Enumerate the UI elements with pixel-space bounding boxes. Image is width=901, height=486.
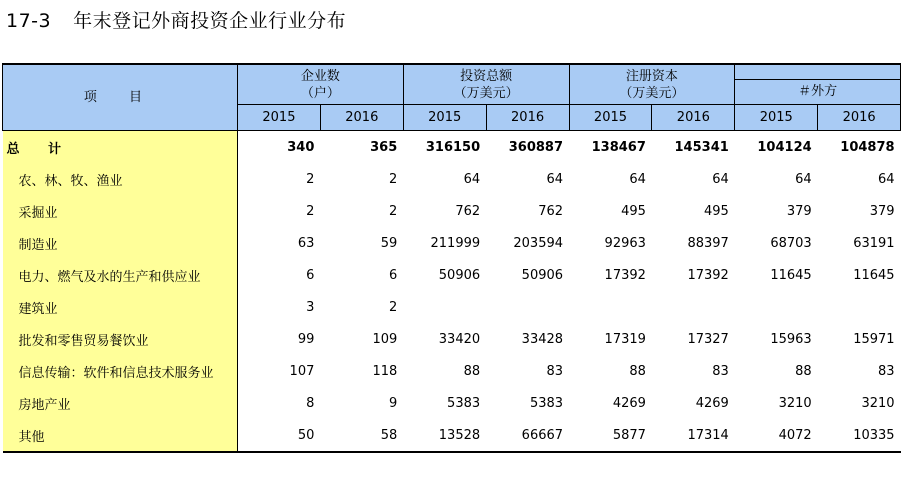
table-cell: 17327 [687, 331, 729, 347]
table-cell: 63191 [853, 235, 895, 251]
table-cell [735, 291, 818, 323]
table-cell: 145341 [674, 139, 729, 155]
table-cell: 17319 [604, 331, 646, 347]
table-cell: 2 [306, 203, 315, 219]
header-year: 2016 [320, 105, 403, 131]
table-cell: 64 [546, 171, 564, 187]
table-row [3, 195, 901, 227]
table-cell: 66667 [486, 419, 569, 452]
table-cell: 59 [380, 235, 398, 251]
table-cell: 5383 [447, 395, 481, 411]
table-cell: 10335 [818, 419, 901, 452]
table-cell: 88397 [687, 235, 729, 251]
header-year: 2015 [403, 105, 486, 131]
header-year: 2015 [569, 105, 652, 131]
table-cell: 4072 [735, 419, 818, 452]
table-cell: 83 [712, 363, 729, 379]
header-registered-capital [569, 64, 735, 105]
table-cell: 17314 [652, 419, 735, 452]
table-cell: 6 [306, 267, 315, 283]
table-cell: 13528 [403, 419, 486, 452]
table-row [3, 419, 901, 452]
row-label: 电力、燃气及水的生产和供应业 [3, 259, 238, 291]
table-cell: 5383 [529, 395, 564, 411]
table-cell: 104124 [757, 139, 812, 155]
table-cell: 3210 [861, 395, 895, 411]
table-row [3, 355, 901, 387]
header-enterprises-unit: （户） [300, 85, 340, 101]
table-cell [569, 291, 652, 323]
table-cell: 107 [289, 363, 315, 379]
table-cell: 64 [712, 171, 729, 187]
table-cell: 2 [388, 203, 398, 219]
table-cell: 762 [455, 203, 481, 219]
table-row [3, 387, 901, 419]
table-cell: 11645 [853, 267, 895, 283]
table-cell: 3 [306, 299, 315, 315]
table-cell: 17392 [687, 267, 729, 283]
table-cell: 4269 [695, 395, 729, 411]
table-cell: 88 [795, 363, 812, 379]
table-cell: 11645 [770, 267, 812, 283]
table-cell [403, 291, 486, 323]
table-cell: 211999 [430, 235, 481, 251]
table-cell: 203594 [513, 235, 564, 251]
table-cell [818, 291, 901, 323]
table-cell [652, 291, 735, 323]
table-cell: 495 [621, 203, 646, 219]
table-cell: 4269 [612, 395, 646, 411]
table-cell: 17392 [604, 267, 646, 283]
table-cell: 50906 [438, 267, 481, 283]
header-year: 2015 [735, 105, 818, 131]
page-title [6, 6, 346, 33]
table-cell: 33420 [438, 331, 481, 347]
table-cell: 495 [703, 203, 729, 219]
table-number: 17-3 [6, 10, 52, 32]
header-item: 项 目 [3, 64, 238, 131]
row-label: 房地产业 [3, 387, 238, 419]
row-label: 制造业 [3, 227, 238, 259]
table-row [3, 163, 901, 195]
table-cell: 64 [629, 171, 646, 187]
table-cell: 15971 [853, 331, 895, 347]
table-cell: 83 [546, 363, 564, 379]
table-cell: 33428 [521, 331, 564, 347]
row-label: 批发和零售贸易餐饮业 [3, 323, 238, 355]
table-cell: 365 [370, 139, 398, 155]
table-cell: 50906 [521, 267, 564, 283]
table-row [3, 227, 901, 259]
row-label: 建筑业 [3, 291, 238, 323]
table-body [3, 131, 901, 453]
table-cell: 50 [238, 419, 321, 452]
header-registered-capital-label: 注册资本 [625, 68, 678, 84]
table-cell: 9 [388, 395, 398, 411]
table-cell: 68703 [770, 235, 812, 251]
header-foreign-label: ＃外方 [735, 79, 900, 104]
total-row [3, 131, 901, 164]
table-cell: 138467 [591, 139, 646, 155]
table-cell: 63 [297, 235, 315, 251]
table-cell: 6 [388, 267, 398, 283]
table-cell: 360887 [508, 139, 564, 155]
table-cell: 379 [786, 203, 812, 219]
table-cell: 58 [320, 419, 403, 452]
row-label: 农、林、牧、渔业 [3, 163, 238, 195]
table-title: 年末登记外商投资企业行业分布 [73, 10, 347, 32]
header-year: 2016 [486, 105, 569, 131]
table-cell: 2 [388, 171, 398, 187]
row-label: 总 计 [3, 131, 238, 164]
header-enterprises-label: 企业数 [300, 68, 340, 84]
header-total-investment-unit: （万美元） [453, 85, 519, 101]
data-table [2, 63, 901, 453]
row-label: 采掘业 [3, 195, 238, 227]
table-cell: 64 [878, 171, 895, 187]
table-row [3, 291, 901, 323]
table-cell: 15963 [770, 331, 812, 347]
table-cell: 379 [869, 203, 895, 219]
header-total-investment [403, 64, 569, 105]
header-registered-capital-unit: （万美元） [619, 85, 685, 101]
table-cell: 83 [878, 363, 895, 379]
table-cell: 88 [629, 363, 646, 379]
table-cell: 3210 [778, 395, 812, 411]
table-row [3, 323, 901, 355]
table-cell: 92963 [604, 235, 646, 251]
table-cell: 109 [372, 331, 398, 347]
header-total-investment-label: 投资总额 [460, 68, 513, 84]
table-cell: 762 [538, 203, 564, 219]
table-cell: 118 [372, 363, 398, 379]
table-cell: 99 [297, 331, 315, 347]
table-cell: 8 [306, 395, 315, 411]
header-year: 2016 [818, 105, 901, 131]
table-cell: 2 [388, 299, 398, 315]
table-cell: 5877 [569, 419, 652, 452]
table-cell: 64 [795, 171, 812, 187]
table-cell [486, 291, 569, 323]
header-enterprises [238, 64, 404, 105]
table-cell: 316150 [425, 139, 481, 155]
table-cell: 340 [287, 139, 315, 155]
row-label: 信息传输：软件和信息技术服务业 [3, 355, 238, 387]
row-label: 其他 [3, 419, 238, 452]
table-cell: 104878 [840, 139, 895, 155]
header-year: 2016 [652, 105, 735, 131]
header-foreign [735, 64, 901, 105]
table-cell: 64 [463, 171, 481, 187]
table-header [3, 64, 901, 131]
header-year: 2015 [238, 105, 321, 131]
table-cell: 88 [463, 363, 481, 379]
table-row [3, 259, 901, 291]
table-cell: 2 [306, 171, 315, 187]
